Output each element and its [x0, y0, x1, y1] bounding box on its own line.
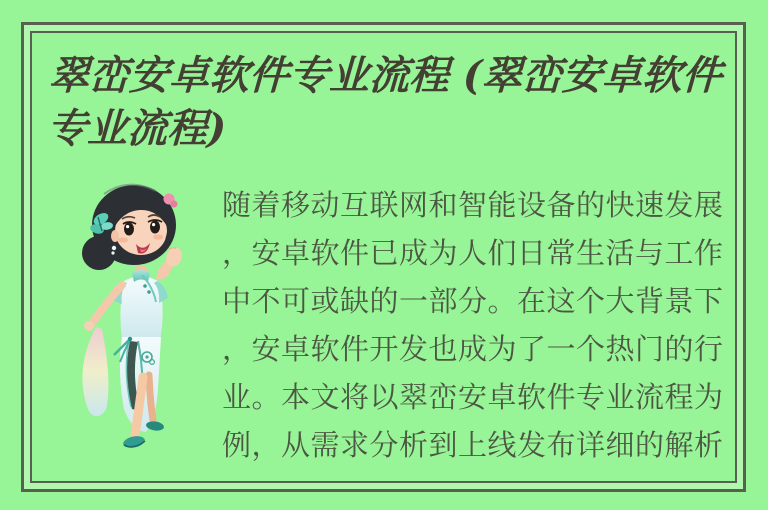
ear: [111, 230, 119, 242]
page-title: [46, 49, 727, 155]
blush: [153, 234, 163, 239]
blush: [118, 237, 128, 242]
page-title-line-2: 专业流程): [46, 105, 227, 152]
frog-button: [147, 290, 151, 294]
hand: [84, 321, 94, 331]
qipao-top: [112, 270, 168, 339]
paragraph-line: 随着移动互联网和智能设备的快速发展: [222, 188, 724, 222]
right-eye: [150, 221, 160, 234]
left-eye: [124, 223, 134, 236]
pastel-scarf: [82, 327, 108, 416]
paragraph-line: ，安卓软件已成为人们日常生活与工作: [222, 236, 724, 270]
paragraph-line: 例，从需求分析到上线发布详细的解析: [222, 428, 724, 462]
pearl-earring: [112, 246, 116, 250]
paragraph-line: ，安卓软件开发也成为了一个热门的行: [222, 332, 724, 366]
decorative-inner-frame: [30, 31, 737, 483]
decorative-outer-frame: [21, 22, 746, 492]
frog-button: [143, 284, 147, 288]
content-row: [42, 157, 727, 469]
page-title-line-1: 翠峦安卓软件专业流程 (翠峦安卓软件: [48, 52, 723, 99]
qipao-girl-illustration: [52, 169, 192, 461]
lowered-arm: [84, 285, 122, 331]
article-paragraph: [192, 157, 727, 469]
paragraph-line: 中不可或缺的一部分。在这个大背景下: [222, 284, 724, 318]
paragraph-line: 业。本文将以翠峦安卓软件专业流程为: [222, 380, 724, 414]
